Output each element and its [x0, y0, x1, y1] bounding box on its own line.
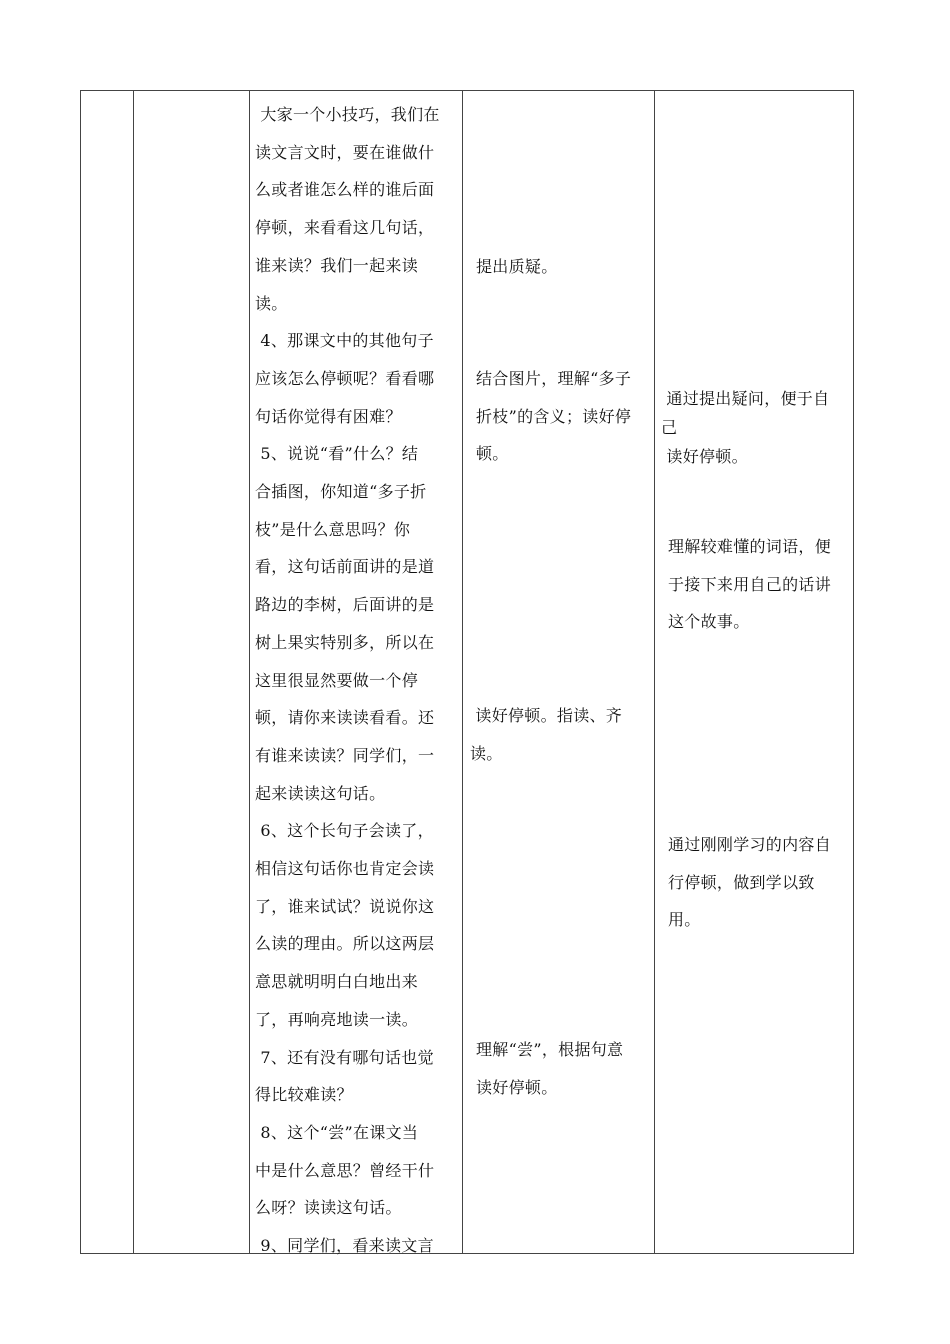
- text-line: 理解“尝”，根据句意: [476, 1040, 624, 1059]
- text-line: 顿，请你来读读看看。还: [255, 708, 435, 728]
- table-border-4: [462, 90, 463, 1254]
- text-line: 中是什么意思？曾经干什: [255, 1160, 435, 1180]
- text-line: 了，谁来试试？说说你这: [255, 896, 435, 916]
- text-line: 提出质疑。: [476, 257, 558, 276]
- teacher-activity-cell: [255, 96, 455, 1265]
- text-line: 己: [661, 417, 678, 437]
- text-line: 通过提出疑问，便于自: [661, 389, 830, 408]
- table-top-border: [80, 90, 854, 91]
- text-line: 应该怎么停顿呢？看看哪: [255, 368, 435, 388]
- design-intent-block-1: [661, 380, 847, 475]
- text-line: 5、说说“看”什么？结: [255, 444, 419, 464]
- table-border-3: [249, 90, 250, 1254]
- text-line: 于接下来用自己的话讲: [668, 574, 832, 594]
- text-line: 读好停顿。指读、齐: [470, 706, 623, 725]
- table-border-1: [80, 90, 81, 1254]
- text-line: 有谁来读读？同学们，一: [255, 745, 435, 765]
- text-line: 读。: [470, 743, 503, 763]
- text-line: 行停顿，做到学以致: [668, 872, 815, 892]
- table-border-2: [133, 90, 134, 1254]
- table-bottom-border: [80, 1253, 854, 1254]
- table-border-6: [853, 90, 854, 1254]
- text-line: 起来读读这句话。: [255, 783, 386, 803]
- text-line: 句话你觉得有困难？: [255, 406, 402, 426]
- student-activity-block-3: [470, 697, 650, 772]
- text-line: 这里很显然要做一个停: [255, 670, 419, 690]
- text-line: 么读的理由。所以这两层: [255, 934, 435, 954]
- text-line: 么呀？读读这句话。: [255, 1198, 402, 1218]
- text-line: 停顿，来看看这几句话，: [255, 218, 435, 238]
- text-line: 枝”是什么意思吗？你: [255, 519, 411, 539]
- text-line: 了，再响亮地读一读。: [255, 1009, 419, 1029]
- text-line: 大家一个小技巧，我们在: [255, 105, 440, 124]
- text-line: 顿。: [476, 444, 509, 464]
- text-line: 意思就明明白白地出来: [255, 972, 419, 992]
- text-line: 读好停顿。: [661, 446, 748, 466]
- design-intent-block-3: [668, 826, 854, 939]
- text-line: 结合图片，理解“多子: [476, 369, 632, 388]
- text-line: 得比较难读？: [255, 1085, 353, 1105]
- student-activity-block-1: [476, 248, 656, 286]
- text-line: 么或者谁怎么样的谁后面: [255, 180, 435, 200]
- text-line: 理解较难懂的词语，便: [668, 537, 832, 556]
- student-activity-block-4: [476, 1031, 656, 1106]
- text-line: 相信这句话你也肯定会读: [255, 859, 435, 879]
- text-line: 谁来读？我们一起来读: [255, 255, 419, 275]
- text-line: 树上果实特别多，所以在: [255, 632, 435, 652]
- text-line: 这个故事。: [668, 612, 750, 632]
- text-line: 7、还有没有哪句话也觉: [255, 1047, 434, 1067]
- text-line: 读。: [255, 293, 288, 313]
- text-line: 通过刚刚学习的内容自: [668, 835, 832, 854]
- text-line: 用。: [668, 910, 701, 930]
- design-intent-block-2: [668, 528, 854, 641]
- student-activity-block-2: [476, 360, 656, 473]
- text-line: 路边的李树，后面讲的是: [255, 595, 435, 615]
- text-line: 8、这个“尝”在课文当: [255, 1122, 419, 1142]
- text-line: 折枝”的含义；读好停: [476, 406, 632, 426]
- text-line: 6、这个长句子会读了，: [255, 821, 434, 841]
- text-line: 看，这句话前面讲的是道: [255, 557, 435, 577]
- text-line: 9、同学们，看来读文言: [255, 1236, 434, 1256]
- text-line: 4、那课文中的其他句子: [255, 331, 434, 351]
- text-line: 读好停顿。: [476, 1077, 558, 1097]
- text-line: 读文言文时，要在谁做什: [255, 142, 435, 162]
- text-line: 合插图，你知道“多子折: [255, 482, 427, 502]
